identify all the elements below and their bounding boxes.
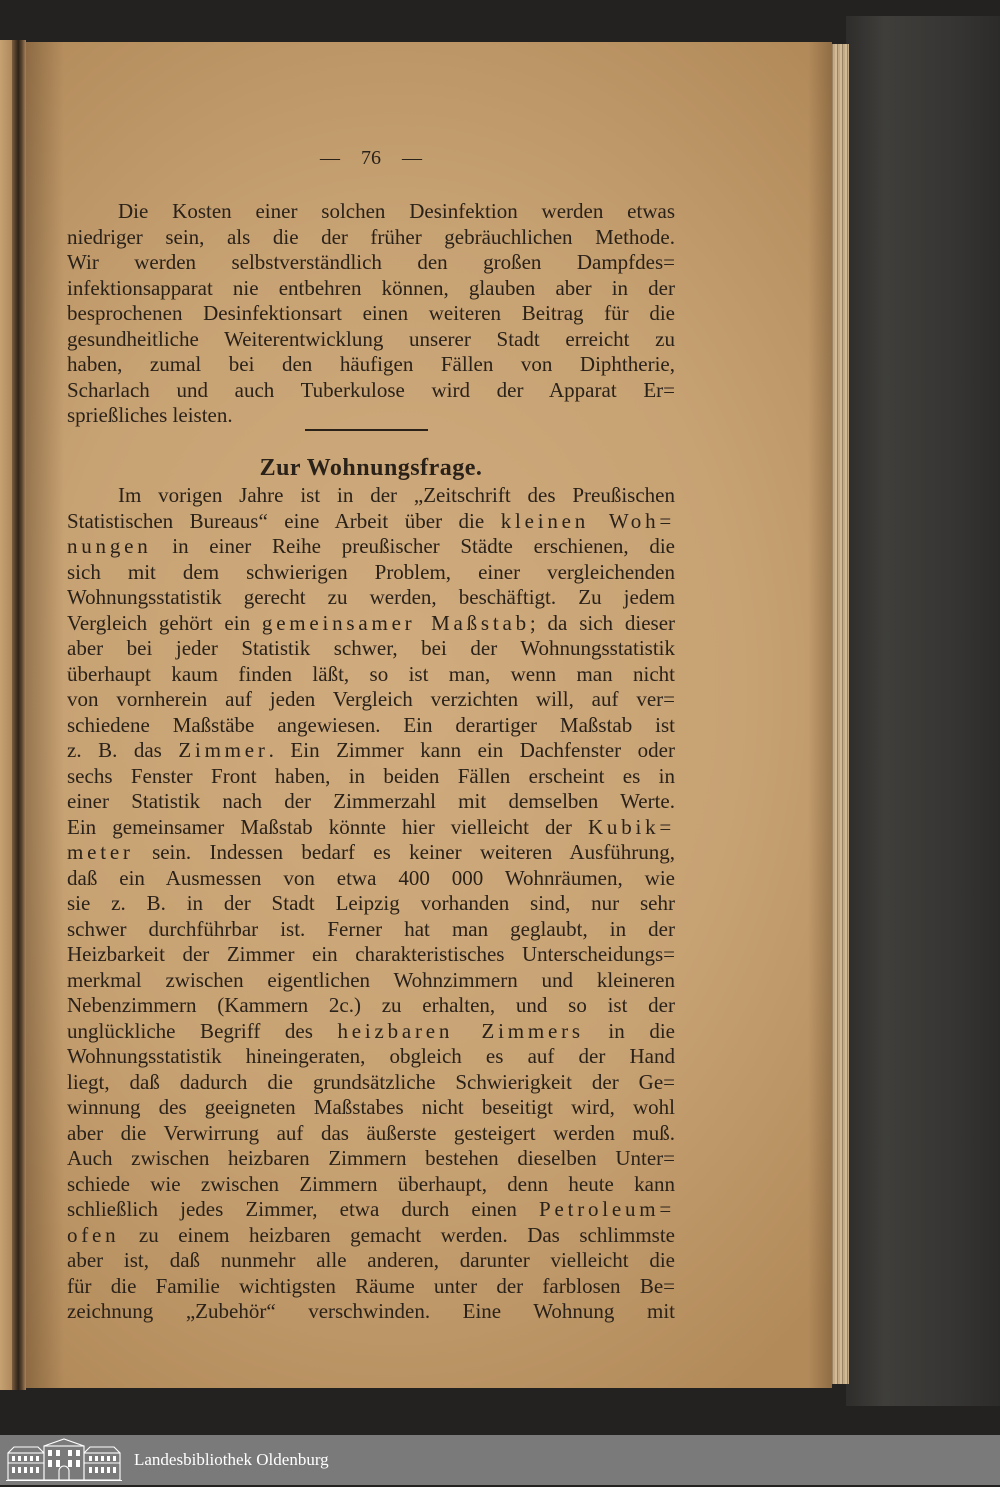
spaced-emphasis: kleinen Woh= <box>500 508 675 533</box>
text-line: Wohnungsstatistik hineingeraten, obgleich es auf der Hand <box>67 1044 675 1068</box>
text-line <box>67 1019 675 1045</box>
text-line <box>67 840 675 866</box>
spaced-emphasis: heizbaren Zimmers <box>337 1018 584 1043</box>
text-line <box>67 1197 675 1223</box>
text-line: überhaupt kaum finden läßt, so ist man, wenn man nicht <box>67 661 675 686</box>
line-segment: sein. Indessen bedarf es keiner weiteren Ausführung, <box>133 840 675 864</box>
text-line: für die Familie wichtigsten Räume unter der farblosen Be= <box>67 1273 675 1298</box>
text-line <box>67 534 675 560</box>
text-line: Auch zwischen heizbaren Zimmern bestehen dieselben Unter= <box>67 1146 675 1170</box>
text-line: haben, zumal bei den häufigen Fällen von Diphtherie, <box>67 352 675 376</box>
text-line: sie z. B. in der Stadt Leipzig vorhanden sind, nur sehr <box>67 891 675 915</box>
spaced-emphasis: Kubik= <box>587 814 675 839</box>
text-line: niedriger sein, als die der früher gebräuchlichen Methode. <box>67 224 675 249</box>
text-line <box>67 1223 675 1249</box>
line-segment: . Ein Zimmer kann ein Dachfenster oder <box>268 738 675 762</box>
book-gutter <box>12 40 26 1390</box>
text-line: einer Statistik nach der Zimmerzahl mit demselben Werte. <box>67 789 675 813</box>
text-line: Im vorigen Jahre ist in der „Zeitschrift des Preußischen <box>118 483 675 507</box>
text-line: aber ist, daß nunmehr alle anderen, darunter vielleicht die <box>67 1248 675 1272</box>
section-divider <box>305 429 428 431</box>
library-name: Landesbibliothek Oldenburg <box>134 1450 329 1469</box>
text-line: Wir werden selbstverständlich den großen Dampfdes= <box>67 250 675 274</box>
line-segment: Ein gemeinsamer Maßstab könnte hier vielleicht der <box>67 814 588 839</box>
text-line: sprießliches leisten. <box>67 403 233 427</box>
text-line: daß ein Ausmessen von etwa 400 000 Wohnräumen, wie <box>67 865 675 890</box>
text-line: Scharlach und auch Tuberkulose wird der Apparat Er= <box>67 377 675 402</box>
text-line: schiede wie zwischen Zimmern überhaupt, denn heute kann <box>67 1171 675 1196</box>
text-line: Die Kosten einer solchen Desinfektion werden etwas <box>118 199 675 223</box>
page-edges <box>830 44 849 1384</box>
text-line: aber bei jeder Statistik schwer, bei der Wohnungsstatistik <box>67 636 675 660</box>
section-heading: Zur Wohnungsfrage. <box>259 455 483 481</box>
spaced-emphasis: Petroleum= <box>539 1197 675 1221</box>
text-line: liegt, daß dadurch die grundsätzliche Schwierigkeit der Ge= <box>67 1069 675 1094</box>
text-line <box>67 611 675 637</box>
text-line: schwer durchführbar ist. Ferner hat man geglaubt, in der <box>67 916 675 941</box>
text-line <box>67 509 675 535</box>
paragraph <box>67 483 675 1325</box>
line-segment: z. B. das <box>67 738 179 762</box>
text-line <box>67 738 675 764</box>
paragraph <box>67 199 675 429</box>
line-segment: zu einem heizbaren gemacht werden. Das schlimmste <box>119 1222 675 1247</box>
text-line <box>67 815 675 841</box>
text-line: winnung des geeigneten Maßstabes nicht beseitigt wird, wohl <box>67 1095 675 1119</box>
spaced-emphasis: gemeinsamer Maßstab <box>261 610 530 635</box>
library-building-icon <box>6 1438 122 1482</box>
line-segment: Statistischen Bureaus“ eine Arbeit über die <box>67 508 501 533</box>
line-segment: ; da sich dieser <box>529 610 675 635</box>
spaced-emphasis: Zimmer <box>178 738 269 762</box>
text-line: von vornherein auf jeden Vergleich verzichten will, auf ver= <box>67 687 675 711</box>
text-line: Wohnungsstatistik gerecht zu werden, beschäftigt. Zu jedem <box>67 585 675 609</box>
text-line: zeichnung „Zubehör“ verschwinden. Eine Wohnung mit <box>67 1299 675 1323</box>
text-line: Heizbarkeit der Zimmer ein charakteristisches Unterscheidungs= <box>67 942 675 966</box>
book-cover <box>846 16 1000 1406</box>
spaced-emphasis: nungen <box>67 534 152 558</box>
text-line: sechs Fenster Front haben, in beiden Fällen erscheint es in <box>67 763 675 788</box>
text-line: merkmal zwischen eigentlichen Wohnzimmern und kleineren <box>67 967 675 992</box>
line-segment: unglückliche Begriff des <box>67 1018 338 1043</box>
text-line: sich mit dem schwierigen Problem, einer vergleichenden <box>67 559 675 584</box>
spaced-emphasis: meter <box>67 840 134 864</box>
text-line: Nebenzimmern (Kammern 2c.) zu erhalten, und so ist der <box>67 993 675 1017</box>
page-number: — 76 — <box>320 147 422 169</box>
text-line: schiedene Maßstäbe angewiesen. Ein derartiger Maßstab ist <box>67 712 675 737</box>
line-segment: in die <box>583 1018 675 1043</box>
spaced-emphasis: ofen <box>67 1222 120 1247</box>
text-line: gesundheitliche Weiterentwicklung unserer Stadt erreicht zu <box>67 326 675 351</box>
line-segment: schließlich jedes Zimmer, etwa durch einen <box>67 1197 540 1221</box>
text-line: besprochenen Desinfektionsart einen weiteren Beitrag für die <box>67 301 675 325</box>
library-footer <box>0 1435 1000 1485</box>
line-segment: Vergleich gehört ein <box>67 610 262 635</box>
line-segment: in einer Reihe preußischer Städte erschienen, die <box>151 534 675 558</box>
text-line: infektionsapparat nie entbehren können, glauben aber in der <box>67 275 675 300</box>
text-line: aber die Verwirrung auf das äußerste gesteigert werden muß. <box>67 1120 675 1145</box>
